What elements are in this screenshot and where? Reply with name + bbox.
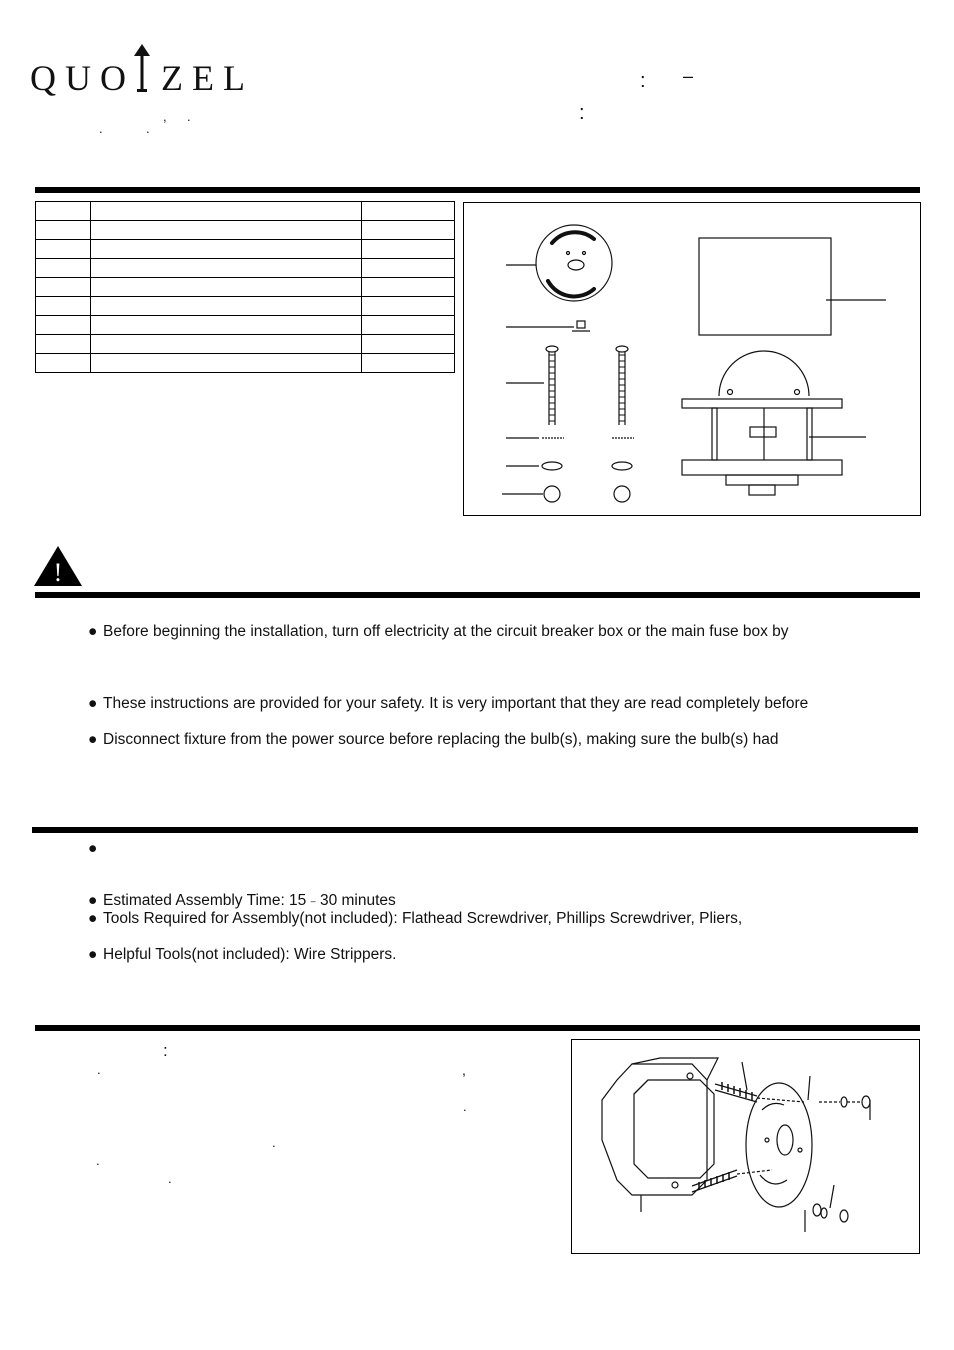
step-comma: , [462, 1062, 466, 1078]
section-divider [35, 187, 920, 193]
outlet-box-mounting-illustration [572, 1040, 919, 1253]
table-row [36, 240, 455, 259]
section-divider [32, 827, 918, 833]
lamp-post-icon [130, 42, 154, 94]
warning-bullet: ● These instructions are provided for your safety. It is very important that they are read completely before [88, 695, 809, 712]
header-colon: : [640, 70, 646, 92]
table-row [36, 278, 455, 297]
logo-wordmark: QUO ZEL [30, 58, 254, 98]
text-dot: . [463, 1099, 467, 1114]
warning-text: Before beginning the installation, turn off electricity at the circuit breaker box or the main fuse box by [103, 623, 789, 640]
table-row [36, 316, 455, 335]
parts-diagram [463, 202, 921, 516]
section-divider [35, 592, 920, 598]
helpful-tools: ● Helpful Tools(not included): Wire Strippers. [88, 946, 397, 963]
table-row [36, 297, 455, 316]
hardware-parts-illustration [464, 203, 920, 515]
table-row [36, 259, 455, 278]
warning-icon [33, 545, 83, 587]
text-dot: . [96, 1153, 100, 1168]
text-dot: . [97, 1062, 101, 1077]
text-dot: . [272, 1135, 276, 1150]
warning-bullet: ● Disconnect fixture from the power source before replacing the bulb(s), making sure the bulb(s) had [88, 731, 779, 748]
table-row [36, 202, 455, 221]
text-dot: . [168, 1171, 172, 1186]
logo-dot: . [99, 121, 103, 136]
table-row [36, 335, 455, 354]
assembly-time: ● Estimated Assembly Time: 15 – 30 minutes [88, 892, 396, 910]
logo-dot: . [187, 109, 191, 124]
mounting-diagram [571, 1039, 920, 1254]
logo-dot: . [146, 121, 150, 136]
step-colon: : [163, 1041, 168, 1060]
logo-dot: , [163, 109, 167, 124]
warning-text: Disconnect fixture from the power source before replacing the bulb(s), making sure the bulb(s) had [103, 731, 779, 748]
section-divider [35, 1025, 920, 1031]
tools-required: ● Tools Required for Assembly(not included): Flathead Screwdriver, Phillips Screwdriver, Pliers, [88, 910, 743, 927]
parts-list-table [35, 201, 455, 373]
info-bullet: ● [88, 840, 98, 857]
warning-bullet: ● Before beginning the installation, turn off electricity at the circuit breaker box or the main fuse box by [88, 623, 789, 640]
table-row [36, 221, 455, 240]
table-row [36, 354, 455, 373]
svg-text:!: ! [53, 558, 63, 587]
warning-text: These instructions are provided for your safety. It is very important that they are read completely before [103, 695, 809, 712]
header-colon-2: : [579, 102, 585, 124]
header-dash: – [683, 66, 694, 86]
